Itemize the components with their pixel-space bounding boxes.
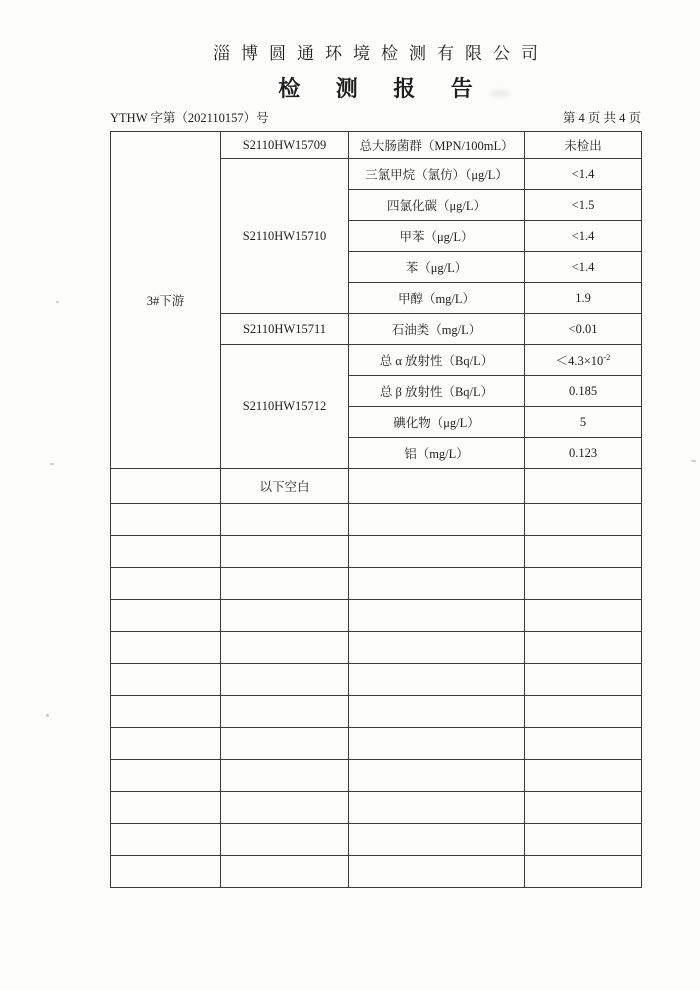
table-row	[111, 728, 642, 760]
param-cell: 总大肠菌群（MPN/100mL）	[349, 132, 525, 159]
table-row	[111, 132, 642, 159]
table-row	[111, 696, 642, 728]
scan-speck	[56, 301, 59, 303]
empty-cell	[525, 696, 642, 728]
table-row	[111, 856, 642, 888]
table-row	[111, 664, 642, 696]
meta-row	[110, 110, 641, 126]
value-cell: 5	[525, 407, 642, 438]
empty-cell	[111, 600, 221, 632]
table-row	[111, 632, 642, 664]
report-number: YTHW 字第（202110157）号	[110, 111, 269, 125]
empty-cell	[221, 632, 349, 664]
blank-note-cell: 以下空白	[221, 469, 349, 504]
empty-cell	[525, 664, 642, 696]
value-cell: 未检出	[525, 132, 642, 159]
scan-speck	[46, 714, 49, 717]
empty-cell	[111, 469, 221, 504]
param-cell: 碘化物（μg/L）	[349, 407, 525, 438]
empty-cell	[111, 664, 221, 696]
empty-cell	[349, 664, 525, 696]
empty-cell	[111, 696, 221, 728]
results-table	[110, 131, 642, 888]
empty-cell	[349, 824, 525, 856]
empty-cell	[525, 504, 642, 536]
empty-cell	[111, 824, 221, 856]
empty-cell	[111, 504, 221, 536]
report-content	[110, 42, 641, 888]
empty-cell	[221, 696, 349, 728]
empty-cell	[525, 856, 642, 888]
empty-cell	[525, 792, 642, 824]
empty-cell	[111, 568, 221, 600]
empty-cell	[221, 568, 349, 600]
empty-cell	[221, 792, 349, 824]
empty-cell	[111, 792, 221, 824]
value-cell: 0.185	[525, 376, 642, 407]
empty-cell	[221, 824, 349, 856]
param-cell: 三氯甲烷（氯仿）（μg/L）	[349, 159, 525, 190]
table-row	[111, 469, 642, 504]
table-row	[111, 792, 642, 824]
table-row	[111, 824, 642, 856]
param-cell: 四氯化碳（μg/L）	[349, 190, 525, 221]
value-cell: <1.4	[525, 252, 642, 283]
empty-cell	[525, 760, 642, 792]
empty-cell	[349, 536, 525, 568]
empty-cell	[525, 632, 642, 664]
sample-code-cell: S2110HW15711	[221, 314, 349, 345]
empty-cell	[349, 792, 525, 824]
empty-cell	[349, 760, 525, 792]
empty-cell	[525, 600, 642, 632]
empty-cell	[349, 504, 525, 536]
table-row	[111, 536, 642, 568]
empty-cell	[221, 664, 349, 696]
sample-code-cell: S2110HW15710	[221, 159, 349, 314]
param-cell: 总 β 放射性（Bq/L）	[349, 376, 525, 407]
table-row	[111, 568, 642, 600]
scan-speck	[50, 463, 54, 465]
value-cell: 1.9	[525, 283, 642, 314]
empty-cell	[221, 856, 349, 888]
param-cell: 甲苯（μg/L）	[349, 221, 525, 252]
table-row	[111, 760, 642, 792]
scan-speck	[691, 460, 696, 462]
company-name: 淄博圆通环境检测有限公司	[213, 44, 549, 63]
value-cell: <1.4	[525, 159, 642, 190]
empty-cell	[221, 504, 349, 536]
empty-cell	[221, 600, 349, 632]
param-cell: 石油类（mg/L）	[349, 314, 525, 345]
empty-cell	[111, 856, 221, 888]
empty-cell	[349, 600, 525, 632]
sample-code-cell: S2110HW15709	[221, 132, 349, 159]
value-cell: <1.5	[525, 190, 642, 221]
param-cell: 苯（μg/L）	[349, 252, 525, 283]
location-cell: 3#下游	[111, 132, 221, 469]
table-row	[111, 600, 642, 632]
empty-cell	[349, 632, 525, 664]
empty-cell	[221, 728, 349, 760]
empty-cell	[221, 536, 349, 568]
table-row	[111, 504, 642, 536]
scan-smudge	[490, 90, 510, 97]
sample-code-cell: S2110HW15712	[221, 345, 349, 469]
results-table-body	[111, 132, 642, 888]
empty-cell	[349, 728, 525, 760]
param-cell: 总 α 放射性（Bq/L）	[349, 345, 525, 376]
value-superscript: -2	[603, 351, 611, 362]
empty-cell	[525, 568, 642, 600]
param-cell: 甲醇（mg/L）	[349, 283, 525, 314]
empty-cell	[525, 824, 642, 856]
empty-cell	[349, 696, 525, 728]
report-title: 检 测 报 告	[278, 76, 488, 101]
empty-cell	[111, 536, 221, 568]
empty-cell	[349, 568, 525, 600]
page-indicator: 第 4 页 共 4 页	[562, 111, 641, 125]
empty-cell	[349, 856, 525, 888]
empty-cell	[111, 760, 221, 792]
empty-cell	[525, 728, 642, 760]
empty-cell	[349, 469, 525, 504]
empty-cell	[111, 632, 221, 664]
value-cell: $<4.3\times 10^{-2}$	[525, 345, 642, 376]
value-cell: <0.01	[525, 314, 642, 345]
empty-cell	[111, 728, 221, 760]
empty-cell	[221, 760, 349, 792]
param-cell: 铝（mg/L）	[349, 438, 525, 469]
empty-cell	[525, 469, 642, 504]
value-cell: <1.4	[525, 221, 642, 252]
value-cell: 0.123	[525, 438, 642, 469]
empty-cell	[525, 536, 642, 568]
